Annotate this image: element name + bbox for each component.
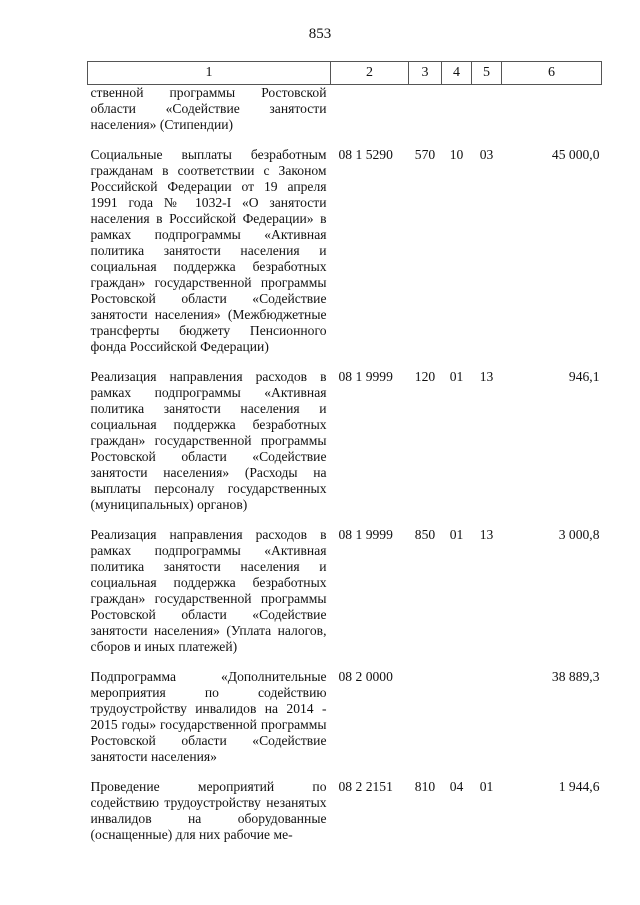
table-row (88, 369, 602, 527)
row-col-3: 120 (414, 369, 436, 384)
header-col-6: 6 (502, 62, 602, 85)
row-amount: 38 889,3 (551, 669, 600, 684)
row-code: 08 1 9999 (338, 527, 393, 542)
header-col-3: 3 (409, 62, 442, 85)
row-code (331, 85, 409, 148)
row-description: Реализация направления расходов в рамках подпрограммы «Активная политика занятости населения и социальная поддержка безработных граждан» государственной программы Ростовской области «Содействие занятости населения» (Уплата налогов, сборов и иных платежей) (90, 527, 327, 654)
row-description: Социальные выплаты безработным гражданам в соответствии с Законом Российской Федерации от 19 апреля 1991 года № 1032-I «О занятости населения в Российской Федерации» в рамках подпрограммы «Активная политика занятости населения и социальная поддержка безработных граждан» государственной программы Ростовской области «Содействие занятости населения» (Межбюджетные трансферты бюджету Пенсионного фонда Российской Федерации) (90, 147, 327, 354)
row-col-3: 850 (414, 527, 436, 542)
table-row (88, 85, 602, 148)
row-amount: 3 000,8 (558, 527, 600, 542)
header-col-4: 4 (442, 62, 472, 85)
table-row (88, 147, 602, 369)
row-col-3 (409, 669, 442, 779)
row-amount (502, 85, 602, 148)
row-description: ственной программы Ростовской области «Содействие занятости населения» (Стипендии) (90, 85, 327, 132)
row-col-4 (442, 85, 472, 148)
row-col-5: 03 (479, 147, 494, 162)
row-col-4: 10 (449, 147, 464, 162)
row-code: 08 1 5290 (338, 147, 393, 162)
page-number: 853 (308, 26, 332, 42)
row-col-5 (472, 669, 502, 779)
row-col-4: 04 (449, 779, 464, 794)
budget-table (87, 61, 602, 857)
row-amount: 45 000,0 (551, 147, 600, 162)
row-description: Подпрограмма «Дополнительные мероприятия по содействию трудоустройству инвалидов на 2014 - 2015 годы» государственной программы Ростовской области «Содействие занятости населения» (90, 669, 327, 764)
row-col-5: 13 (479, 527, 494, 542)
header-col-1: 1 (88, 62, 331, 85)
row-col-4: 01 (449, 369, 464, 384)
table-body (88, 85, 602, 858)
row-col-3 (409, 85, 442, 148)
row-col-5: 13 (479, 369, 494, 384)
table-row (88, 669, 602, 779)
row-code: 08 2 0000 (338, 669, 393, 684)
row-amount: 1 944,6 (558, 779, 600, 794)
header-col-2: 2 (331, 62, 409, 85)
row-amount: 946,1 (568, 369, 600, 384)
row-description: Проведение мероприятий по содействию трудоустройству незанятых инвалидов на оборудованные (оснащенные) для них рабочие ме- (90, 779, 327, 842)
row-description: Реализация направления расходов в рамках подпрограммы «Активная политика занятости населения и социальная поддержка безработных граждан» государственной программы Ростовской области «Содействие занятости населения» (Расходы на выплаты персоналу государственных (муниципальных) органов) (90, 369, 327, 512)
row-col-4 (442, 669, 472, 779)
row-col-3: 810 (414, 779, 436, 794)
table-row (88, 779, 602, 857)
row-code: 08 2 2151 (338, 779, 393, 794)
table-row (88, 527, 602, 669)
row-code: 08 1 9999 (338, 369, 393, 384)
row-col-4: 01 (449, 527, 464, 542)
row-col-5: 01 (479, 779, 494, 794)
row-col-3: 570 (414, 147, 436, 162)
table-header (88, 62, 602, 85)
header-col-5: 5 (472, 62, 502, 85)
row-col-5 (472, 85, 502, 148)
